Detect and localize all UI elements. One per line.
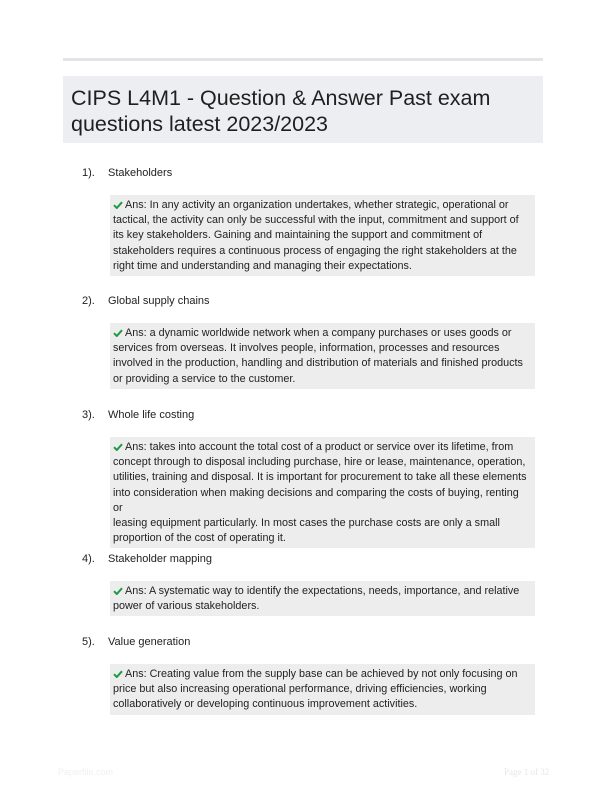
qa-item-3 <box>63 409 543 548</box>
page-number: Page 1 of 32 <box>504 767 550 777</box>
answer-line: Ans: takes into account the total cost of a product or service over its lifetime, from <box>125 441 514 453</box>
title-banner <box>63 76 543 143</box>
answer-line: Ans: A systematic way to identify the expectations, needs, importance, and relative <box>125 585 520 597</box>
answer-line: its key stakeholders. Gaining and maintaining the support and commitment of <box>113 229 483 242</box>
answer-line: services from overseas. It involves people, information, processes and resources <box>113 342 500 355</box>
answer-box <box>110 664 535 715</box>
top-divider <box>63 58 543 61</box>
question-text: Whole life costing <box>108 409 195 421</box>
question-row <box>63 167 543 185</box>
check-icon <box>113 201 123 209</box>
answer-line: concept through to disposal including purchase, hire or lease, maintenance, operation, <box>113 456 526 469</box>
answer-line: involved in the production, handling and distribution of materials and finished products <box>113 357 523 370</box>
question-row <box>63 553 543 571</box>
question-row <box>63 636 543 654</box>
answer-line: proportion of the cost of operating it. <box>113 532 286 545</box>
question-row <box>63 295 543 313</box>
check-icon <box>113 329 123 337</box>
question-text: Global supply chains <box>108 295 210 307</box>
answer-line: utilities, training and disposal. It is important for procurement to take all these elements <box>113 471 527 484</box>
answer-box <box>110 323 535 389</box>
check-icon <box>113 587 123 595</box>
answer-line: Ans: Creating value from the supply base can be achieved by not only focusing on <box>125 668 518 680</box>
question-text: Stakeholders <box>108 167 173 179</box>
question-number: 2). <box>82 295 95 307</box>
title-line-2: questions latest 2023/2023 <box>71 112 329 136</box>
answer-box <box>110 437 535 548</box>
question-number: 4). <box>82 553 95 565</box>
answer-box <box>110 195 535 276</box>
answer-line: or providing a service to the customer. <box>113 372 296 385</box>
answer-line: Ans: a dynamic worldwide network when a company purchases or uses goods or <box>125 327 512 339</box>
qa-item-5 <box>63 636 543 715</box>
answer-line: leasing equipment particularly. In most cases the purchase costs are only a small <box>113 517 500 530</box>
title-line-1: CIPS L4M1 - Question & Answer Past exam <box>71 86 491 110</box>
question-text: Stakeholder mapping <box>108 553 212 565</box>
answer-line: tactical, the activity can only be successful with the input, commitment and support of <box>113 214 519 227</box>
document-title <box>71 85 535 137</box>
question-number: 3). <box>82 409 95 421</box>
answer-line: stakeholders requires a continuous process of engaging the right stakeholders at the <box>113 244 517 257</box>
qa-item-4 <box>63 553 543 616</box>
answer-line: price but also increasing operational performance, driving efficiencies, working <box>113 683 487 696</box>
answer-line: right time and understanding and managing their expectations. <box>113 259 412 272</box>
answer-line: into consideration when making decisions and comparing the costs of buying, renting or <box>113 486 519 514</box>
answer-line: collaboratively or developing continuous improvement activities. <box>113 698 418 711</box>
question-number: 1). <box>82 167 95 179</box>
qa-item-1 <box>63 167 543 276</box>
question-row <box>63 409 543 427</box>
answer-line: Ans: In any activity an organization undertakes, whether strategic, operational or <box>125 199 509 211</box>
question-text: Value generation <box>108 636 191 648</box>
check-icon <box>113 443 123 451</box>
footer-watermark: Paperfile.com <box>58 767 114 777</box>
check-icon <box>113 670 123 678</box>
answer-box <box>110 581 535 616</box>
qa-item-2 <box>63 295 543 389</box>
answer-line: power of various stakeholders. <box>113 600 260 613</box>
question-number: 5). <box>82 636 95 648</box>
